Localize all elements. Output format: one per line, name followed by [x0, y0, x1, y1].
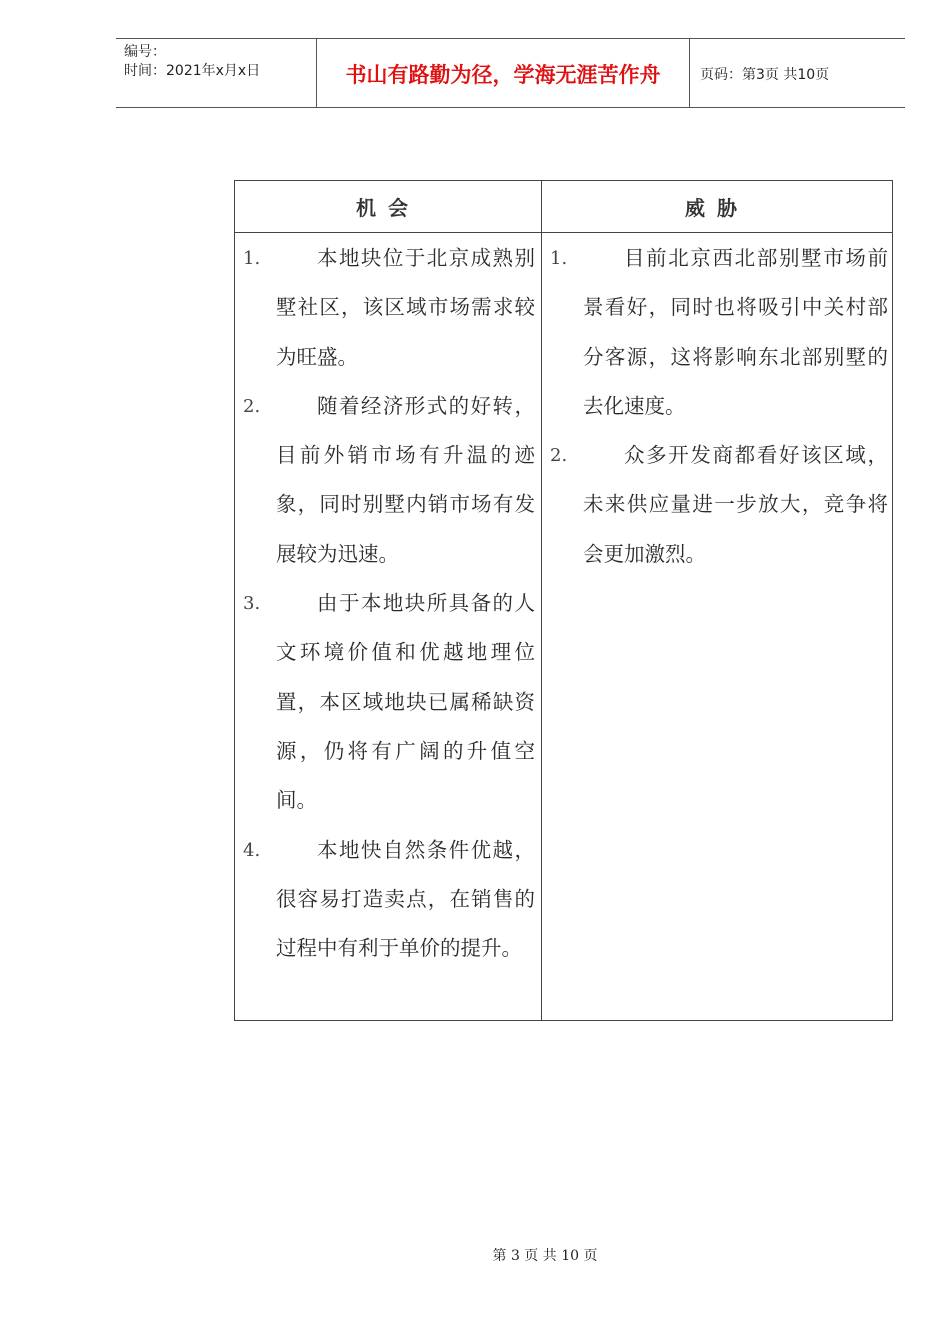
column-divider	[541, 181, 542, 1020]
list-item	[241, 826, 535, 974]
list-item	[241, 382, 535, 579]
item-text: 目前北京西北部别墅市场前景看好，同时也将吸引中关村部分客源，这将影响东北部别墅的去化速度。	[583, 246, 888, 418]
item-number: 4.	[243, 839, 261, 861]
list-item	[241, 234, 535, 382]
page-header	[116, 38, 905, 108]
item-text: 本地块位于北京成熟别墅社区，该区域市场需求较为旺盛。	[276, 246, 535, 369]
opportunities-list	[241, 234, 535, 973]
header-page-number: 页码：第3页 共10页	[700, 67, 830, 83]
threats-heading: 威胁	[685, 196, 749, 220]
list-item	[548, 431, 888, 579]
item-number: 1.	[550, 248, 568, 269]
opportunities-threats-table	[234, 180, 893, 1021]
item-text: 众多开发商都看好该区域，未来供应量进一步放大，竞争将会更加激烈。	[583, 443, 888, 566]
item-number: 2.	[550, 445, 568, 467]
item-text: 本地快自然条件优越，很容易打造卖点，在销售的过程中有利于单价的提升。	[276, 837, 535, 961]
opportunities-heading: 机会	[356, 196, 420, 220]
header-divider	[235, 232, 892, 233]
list-item	[548, 234, 888, 431]
item-text: 随着经济形式的好转，目前外销市场有升温的迹象，同时别墅内销市场有发展较为迅速。	[276, 393, 535, 566]
time-label: 时间：2021年x月x日	[124, 63, 261, 79]
item-number: 2.	[243, 395, 261, 417]
item-number: 3.	[243, 593, 261, 615]
header-meta	[116, 39, 316, 107]
item-number: 1.	[243, 248, 261, 269]
threats-list	[548, 234, 888, 579]
page-footer: 第 3 页 共 10 页	[492, 1248, 598, 1264]
item-text: 由于本地块所具备的人文环境价值和优越地理位置，本区域地块已属稀缺资源，仍将有广阔的升值空间。	[276, 591, 535, 813]
serial-number-label: 编号：	[124, 44, 166, 60]
list-item	[241, 579, 535, 825]
header-motto: 书山有路勤为径，学海无涯苦作舟	[316, 39, 690, 107]
